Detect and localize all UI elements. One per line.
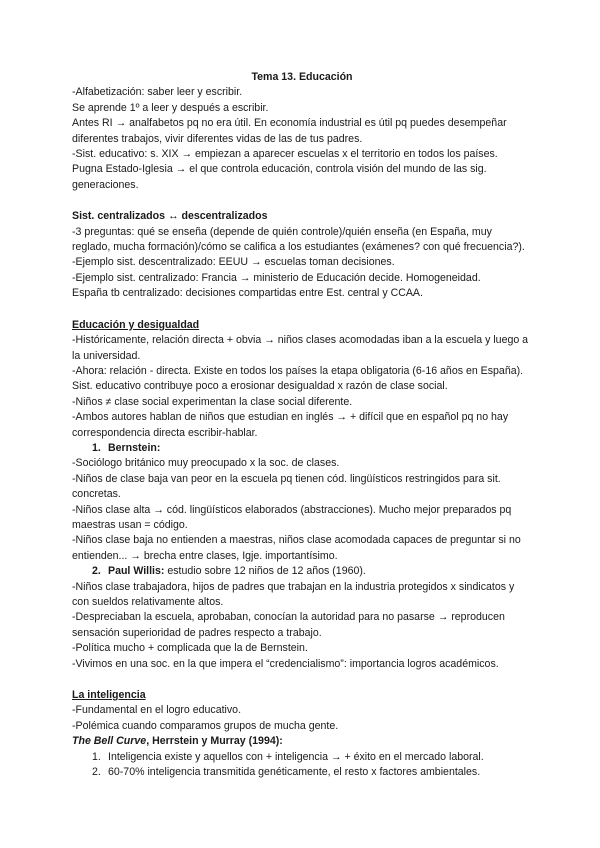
list-text: 60-70% inteligencia transmitida genéticamente, el resto x factores ambientales. <box>108 766 481 779</box>
intro-line: Pugna Estado-Iglesia → el que controla educación, controla visión del mundo de las sig. generaciones. <box>72 163 487 191</box>
bernstein-line: -Sociólogo británico muy preocupado x la soc. de clases. <box>72 457 340 470</box>
bernstein-line: -Niños de clase baja van peor en la escuela pq tienen cód. lingüísticos restringidos para sit. concretas. <box>72 472 501 501</box>
intro-line: Se aprende 1º a leer y después a escribir. <box>72 101 269 114</box>
list-item-bernstein <box>72 441 532 456</box>
list-item <box>72 750 532 765</box>
spacer <box>72 302 532 318</box>
book-title: The Bell Curve <box>72 735 147 748</box>
list-number: 2. <box>92 565 101 578</box>
willis-line: -Despreciaban la escuela, aprobaban, conocían la autoridad para no pasarse → reproducen sensación superioridad de padres respecto a trabajo. <box>72 611 505 639</box>
section-line: Sist. educativo contribuye poco a erosionar desigualdad x razón de clase social. <box>72 380 448 393</box>
spacer <box>72 193 532 209</box>
section-heading-desigualdad: Educación y desigualdad <box>72 318 200 331</box>
section-line: -Polémica cuando comparamos grupos de mucha gente. <box>72 719 339 732</box>
intro-line: -Alfabetización: saber leer y escribir. <box>72 86 243 99</box>
list-number: 2. <box>92 766 101 779</box>
list-number: 1. <box>92 750 101 763</box>
willis-line: -Niños clase trabajadora, hijos de padres que trabajan en la industria protegidos x sindicatos y con sueldos relativamente altos. <box>72 580 515 608</box>
author-name: Paul Willis: <box>108 565 165 578</box>
intro-line: -Sist. educativo: s. XIX → empiezan a aparecer escuelas x el territorio en todos los países. <box>72 148 498 161</box>
spacer <box>72 672 532 688</box>
section-heading-centralizados: Sist. centralizados ↔ descentralizados <box>72 210 268 223</box>
document-title: Tema 13. Educación <box>251 71 353 83</box>
bell-curve-reference <box>72 734 532 749</box>
list-item <box>72 765 532 780</box>
author-description: estudio sobre 12 niños de 12 años (1960). <box>164 565 366 578</box>
bernstein-line: -Niños clase alta → cód. lingüísticos elaborados (abstracciones). Mucho mejor preparados pq maestras usan = código. <box>72 503 512 531</box>
section-line: -Ejemplo sist. descentralizado: EEUU → escuelas toman decisiones. <box>72 256 395 269</box>
document-body <box>72 70 532 780</box>
section-line: -Ambos autores hablan de niños que estudian en inglés → + difícil que en español pq no hay correspondencia directa escribir-hablar. <box>72 411 509 439</box>
section-line: España tb centralizado: decisiones compartidas entre Est. central y CCAA. <box>72 287 423 300</box>
intro-line: Antes RI → analfabetos pq no era útil. En economía industrial es útil pq puedes desempeñar diferentes trabajos, vivir diferentes vidas de las de tus padres. <box>72 117 507 145</box>
section-line: -3 preguntas: qué se enseña (depende de quién controle)/quién enseña (en España, muy reglado, mucha formación)/cómo se califica a los estudiantes (exámenes? con qué frecuencia?). <box>72 225 525 254</box>
list-number: 1. <box>92 441 101 454</box>
bernstein-line: -Niños clase baja no entienden a maestras, niños clase acomodada capaces de preguntar si no entienden... → brecha entre clases, Igje. importantísimo. <box>72 534 521 562</box>
section-line: -Históricamente, relación directa + obvia → niños clases acomodadas iban a la escuela y luego a la universidad. <box>72 334 529 362</box>
section-line: -Ejemplo sist. centralizado: Francia → ministerio de Educación decide. Homogeneidad. <box>72 271 481 284</box>
section-line: -Fundamental en el logro educativo. <box>72 704 242 717</box>
list-item-willis <box>72 564 532 579</box>
list-text: Inteligencia existe y aquellos con + inteligencia → + éxito en el mercado laboral. <box>108 750 484 763</box>
section-line: -Niños ≠ clase social experimentan la clase social diferente. <box>72 395 353 408</box>
book-authors: , Herrstein y Murray (1994): <box>146 735 283 748</box>
willis-line: -Política mucho + complicada que la de Bernstein. <box>72 642 308 655</box>
author-name: Bernstein: <box>108 441 161 454</box>
section-line: -Ahora: relación - directa. Existe en todos los países la etapa obligatoria (6-16 años en España). <box>72 364 524 377</box>
willis-line: -Vivimos en una soc. en la que impera el “credencialismo”: importancia logros académicos. <box>72 657 499 670</box>
section-heading-inteligencia: La inteligencia <box>72 689 146 702</box>
